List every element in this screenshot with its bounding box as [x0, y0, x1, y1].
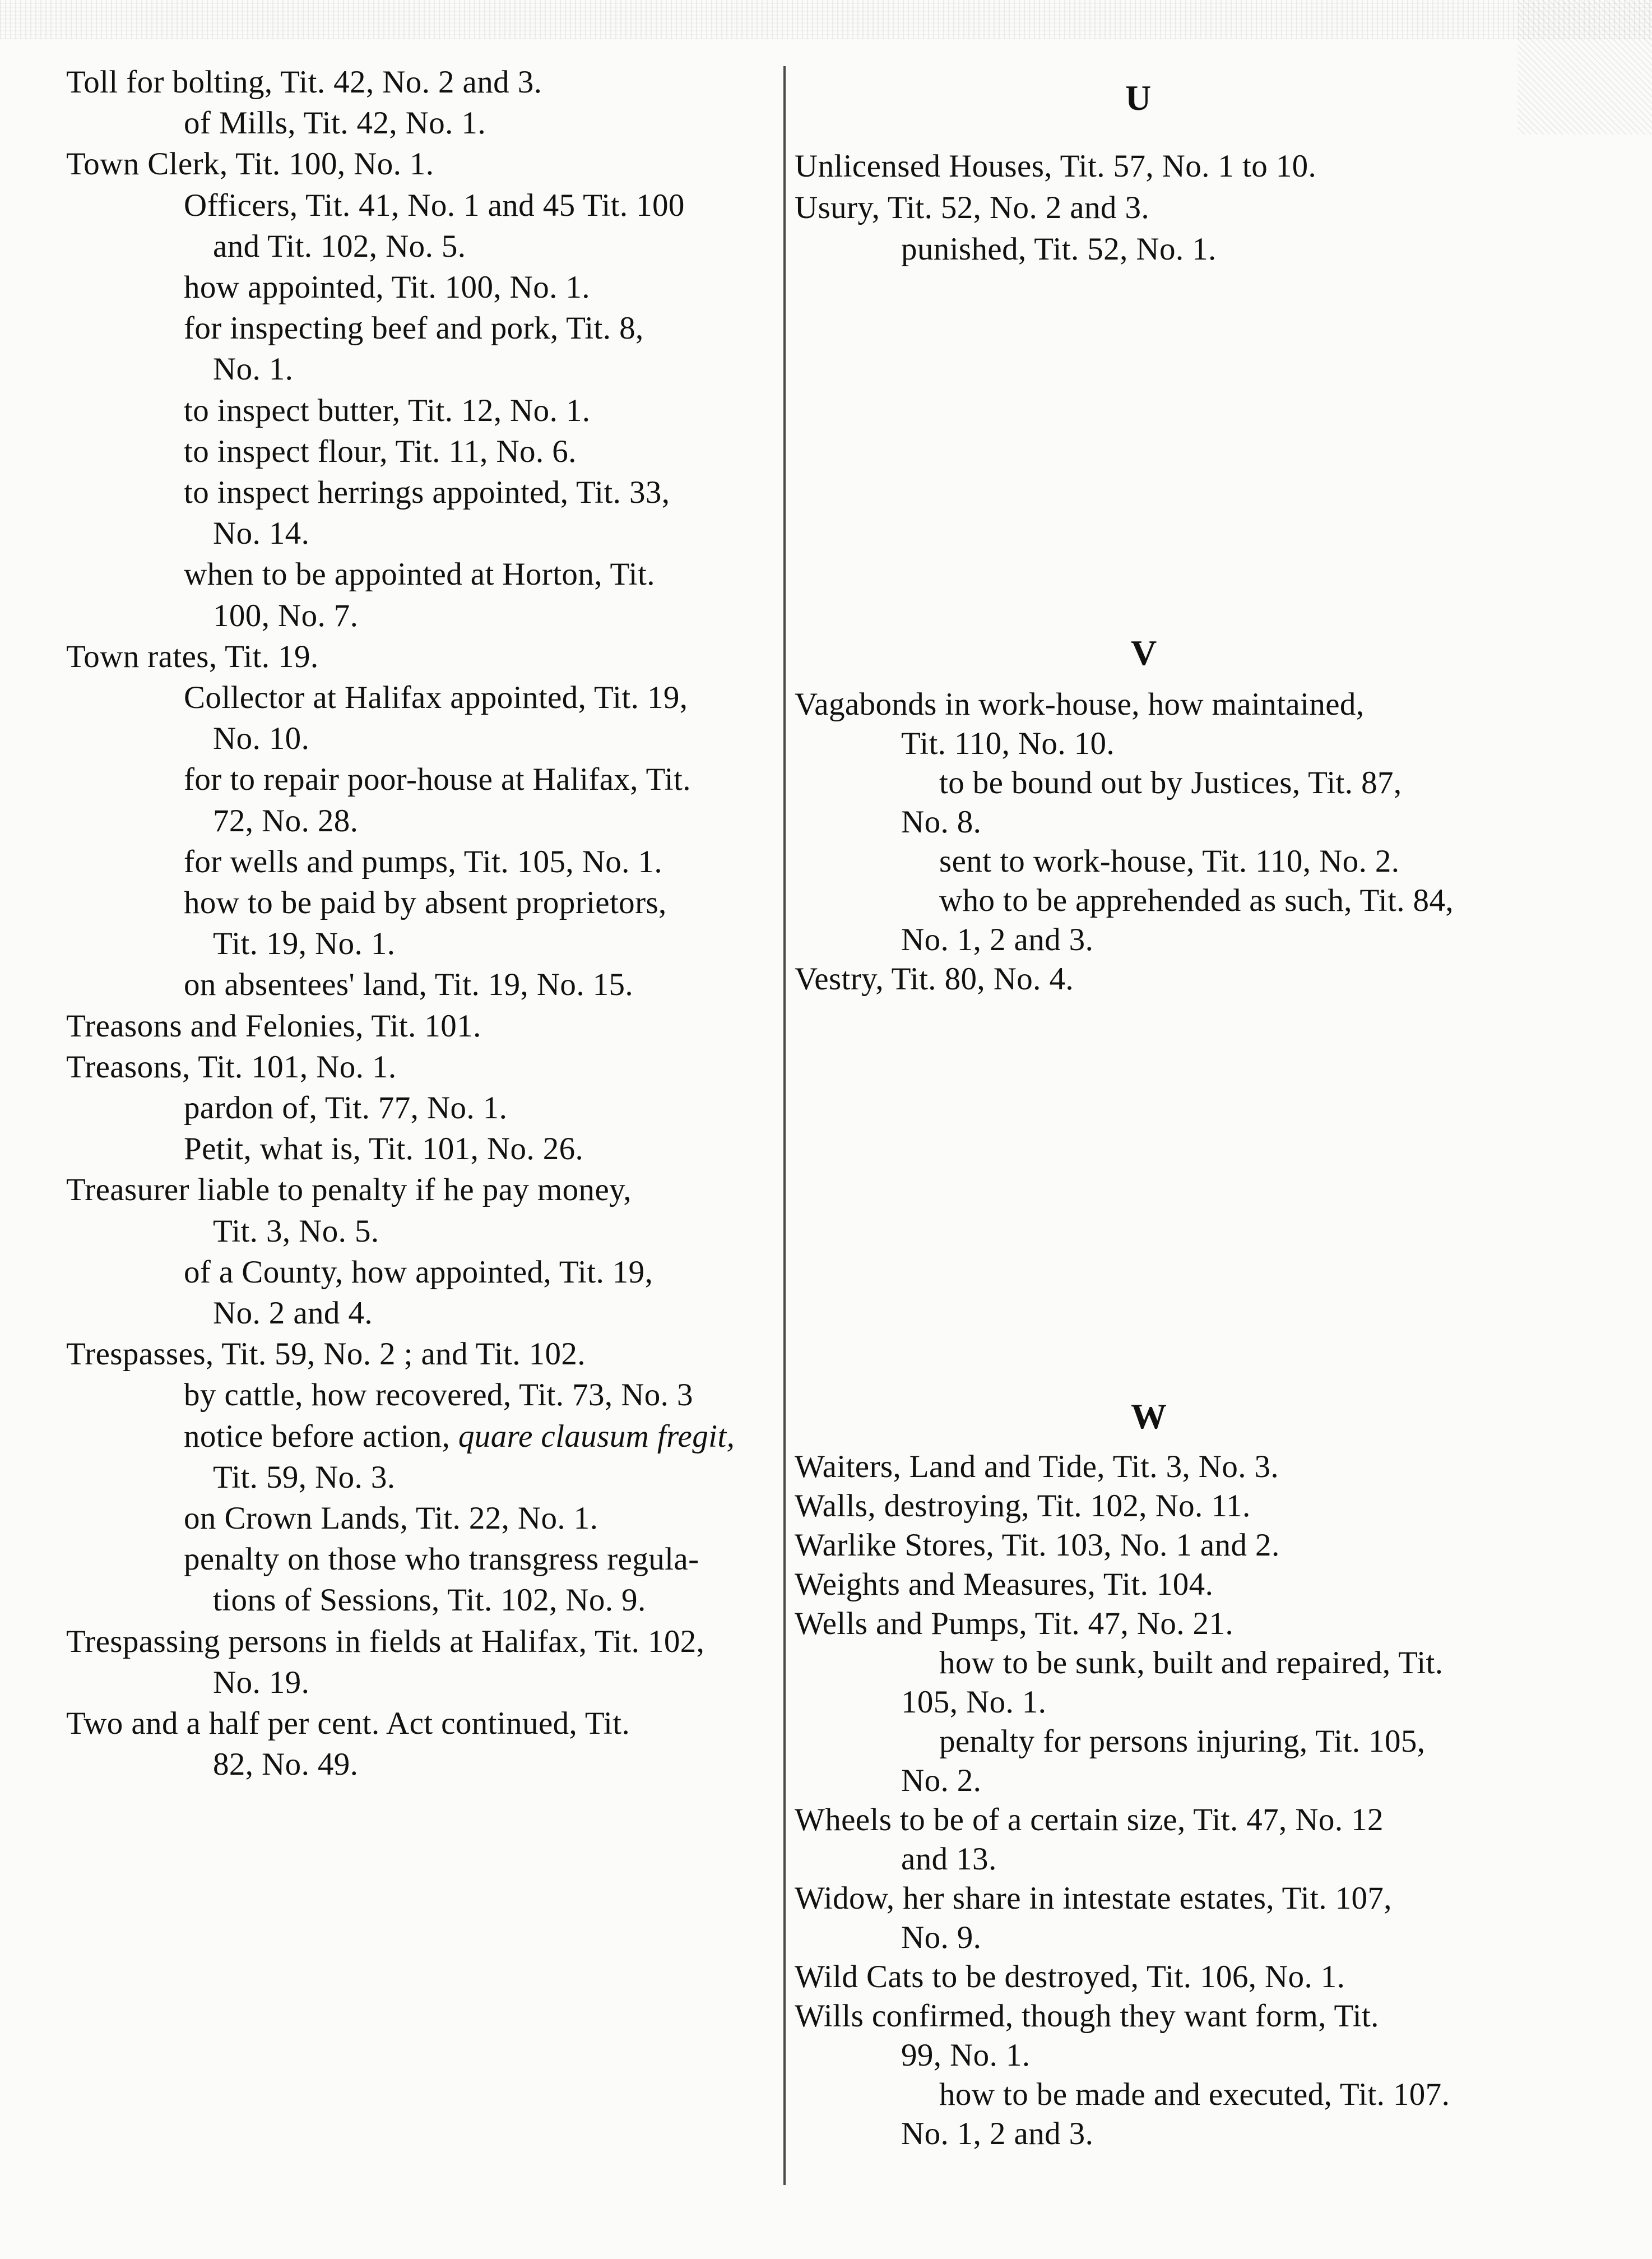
- index-entry: [213, 1662, 309, 1703]
- index-entry: [184, 1416, 735, 1457]
- index-entry: [901, 723, 1115, 765]
- index-entry-text: who to be apprehended as such, Tit. 84,: [939, 883, 1454, 918]
- index-entry: [795, 1799, 1384, 1841]
- index-entry: [184, 1087, 507, 1129]
- index-entry: [66, 1047, 397, 1088]
- index-entry: [66, 143, 434, 185]
- index-entry: [66, 62, 542, 103]
- index-entry-text: No. 14.: [213, 516, 310, 552]
- index-entry: [795, 187, 1149, 229]
- index-entry-text: Weights and Measures, Tit. 104.: [795, 1567, 1214, 1602]
- index-entry: [901, 1760, 981, 1802]
- index-entry: [213, 800, 358, 842]
- index-entry-text: No. 1, 2 and 3.: [901, 922, 1094, 957]
- index-entry-text: to inspect butter, Tit. 12, No. 1.: [184, 392, 591, 428]
- index-entry: [901, 919, 1093, 961]
- index-entry-text: Unlicensed Houses, Tit. 57, No. 1 to 10.: [795, 149, 1317, 184]
- index-entry: [184, 1128, 583, 1170]
- index-entry: [213, 226, 466, 267]
- index-entry-text: No. 8.: [901, 804, 982, 840]
- index-entry-text: Treasons, Tit. 101, No. 1.: [66, 1049, 397, 1085]
- index-entry: [901, 1682, 1046, 1723]
- index-entry-text: for wells and pumps, Tit. 105, No. 1.: [184, 844, 663, 879]
- index-entry-text: penalty for persons injuring, Tit. 105,: [939, 1724, 1426, 1759]
- index-entry-text: No. 10.: [213, 721, 310, 757]
- index-entry: [184, 308, 644, 349]
- index-entry: [939, 1642, 1443, 1684]
- index-entry-text: on absentees' land, Tit. 19, No. 15.: [184, 967, 634, 1003]
- index-entry-text: how appointed, Tit. 100, No. 1.: [184, 270, 590, 305]
- index-entry-text: Officers, Tit. 41, No. 1 and 45 Tit. 100: [184, 187, 685, 223]
- index-entry-text: Town Clerk, Tit. 100, No. 1.: [66, 146, 434, 182]
- index-entry-text: Petit, what is, Tit. 101, No. 26.: [184, 1131, 584, 1167]
- index-entry: [184, 841, 662, 883]
- index-entry: [213, 513, 309, 554]
- index-entry-text: Usury, Tit. 52, No. 2 and 3.: [795, 190, 1149, 225]
- index-entry: [939, 762, 1402, 804]
- index-entry-text: and 13.: [901, 1841, 997, 1877]
- index-entry: [66, 1621, 704, 1663]
- index-entry: [66, 1006, 481, 1047]
- index-entry-text: Toll for bolting, Tit. 42, No. 2 and 3.: [66, 64, 542, 100]
- index-entry: [795, 1446, 1279, 1488]
- index-entry-text: of a County, how appointed, Tit. 19,: [184, 1254, 653, 1290]
- index-entry-text: 100, No. 7.: [213, 598, 359, 633]
- index-entry-text: how to be sunk, built and repaired, Tit.: [939, 1645, 1444, 1681]
- index-entry: [66, 1169, 632, 1211]
- index-entry-text: 82, No. 49.: [213, 1747, 359, 1783]
- scan-noise-corner: [1518, 0, 1652, 135]
- index-entry-text: how to be paid by absent proprietors,: [184, 885, 667, 920]
- index-entry: [213, 595, 358, 637]
- index-entry-text: Treasurer liable to penalty if he pay money,: [66, 1172, 632, 1208]
- index-entry: [939, 880, 1454, 922]
- index-entry-text: how to be made and executed, Tit. 107.: [939, 2077, 1450, 2112]
- index-entry-text: pardon of, Tit. 77, No. 1.: [184, 1090, 508, 1126]
- index-entry: [213, 1580, 646, 1621]
- index-entry-text: 72, No. 28.: [213, 803, 359, 839]
- index-entry: [66, 1334, 586, 1375]
- section-heading-u: U: [1125, 78, 1153, 118]
- column-divider: [783, 66, 786, 2185]
- index-entry-text: Town rates, Tit. 19.: [66, 638, 319, 674]
- index-entry-text: to inspect flour, Tit. 11, No. 6.: [184, 433, 577, 469]
- index-entry-text: for inspecting beef and pork, Tit. 8,: [184, 311, 644, 346]
- index-entry: [184, 964, 633, 1006]
- index-entry: [213, 1744, 358, 1785]
- index-entry: [795, 1485, 1251, 1527]
- index-entry-text: Tit. 19, No. 1.: [213, 926, 396, 962]
- index-entry-text: Walls, destroying, Tit. 102, No. 11.: [795, 1488, 1251, 1524]
- index-entry-text: Wild Cats to be destroyed, Tit. 106, No. 1.: [795, 1959, 1345, 1994]
- index-entry: [939, 841, 1399, 882]
- index-entry: [795, 684, 1364, 725]
- index-entry-text: of Mills, Tit. 42, No. 1.: [184, 105, 486, 141]
- index-entry-text: Waiters, Land and Tide, Tit. 3, No. 3.: [795, 1449, 1279, 1484]
- index-entry: [795, 146, 1316, 187]
- index-entry: [184, 185, 685, 226]
- index-entry-text: for to repair poor-house at Halifax, Tit.: [184, 762, 691, 798]
- index-entry-text: Trespassing persons in fields at Halifax, Tit. 102,: [66, 1623, 705, 1659]
- index-entry-text: to inspect herrings appointed, Tit. 33,: [184, 475, 670, 510]
- index-entry: [795, 1878, 1392, 1919]
- index-entry-text: tions of Sessions, Tit. 102, No. 9.: [213, 1582, 646, 1618]
- index-entry-text: Vestry, Tit. 80, No. 4.: [795, 961, 1074, 997]
- index-entry: [184, 882, 667, 924]
- index-entry-text: punished, Tit. 52, No. 1.: [901, 232, 1217, 267]
- index-entry: [66, 636, 319, 678]
- index-entry-text: 99, No. 1.: [901, 2038, 1031, 2073]
- index-entry: [184, 472, 670, 513]
- index-entry: [901, 2113, 1093, 2155]
- index-entry: [795, 1564, 1213, 1605]
- index-entry-text: Two and a half per cent. Act continued, Tit.: [66, 1706, 630, 1741]
- index-entry: [184, 759, 691, 800]
- index-entry: [795, 959, 1074, 1000]
- index-entry-text: Tit. 59, No. 3.: [213, 1459, 396, 1495]
- index-entry: [184, 103, 486, 144]
- index-entry: [795, 1525, 1280, 1566]
- index-entry-text: 105, No. 1.: [901, 1684, 1047, 1720]
- index-entry-text: No. 2 and 4.: [213, 1295, 373, 1331]
- index-entry: [213, 1293, 373, 1334]
- index-entry-text: Wells and Pumps, Tit. 47, No. 21.: [795, 1606, 1233, 1641]
- index-entry: [66, 1703, 630, 1744]
- index-entry: [901, 1917, 981, 1959]
- index-entry: [795, 1996, 1379, 2037]
- scan-noise-top: [0, 0, 1652, 39]
- index-entry-text: Wills confirmed, though they want form, Tit.: [795, 1998, 1379, 2034]
- index-entry: [184, 677, 688, 719]
- index-entry-text: sent to work-house, Tit. 110, No. 2.: [939, 844, 1400, 879]
- index-entry-text: on Crown Lands, Tit. 22, No. 1.: [184, 1501, 598, 1536]
- index-entry: [184, 431, 577, 473]
- index-entry: [939, 2074, 1450, 2116]
- index-entry: [184, 1374, 693, 1416]
- index-entry: [901, 2035, 1030, 2076]
- index-entry: [213, 923, 395, 965]
- index-entry-text: No. 1.: [213, 351, 294, 387]
- index-entry: [184, 554, 655, 595]
- index-entry: [184, 267, 590, 308]
- index-entry: [213, 718, 309, 760]
- index-entry: [901, 229, 1217, 270]
- index-entry-text: when to be appointed at Horton, Tit.: [184, 557, 655, 592]
- index-entry-text: and Tit. 102, No. 5.: [213, 228, 466, 264]
- index-entry: [795, 1603, 1233, 1645]
- index-entry: [939, 1721, 1425, 1762]
- section-heading-w: W: [1131, 1396, 1168, 1436]
- index-entry-text: No. 2.: [901, 1763, 982, 1798]
- index-entry-text: Tit. 3, No. 5.: [213, 1213, 379, 1249]
- index-entry-text: Warlike Stores, Tit. 103, No. 1 and 2.: [795, 1527, 1280, 1563]
- index-entry-text: No. 9.: [901, 1920, 982, 1955]
- index-entry: [213, 349, 293, 390]
- index-entry-text: penalty on those who transgress regula-: [184, 1542, 699, 1577]
- index-entry-text: Trespasses, Tit. 59, No. 2 ; and Tit. 102.: [66, 1336, 586, 1372]
- index-entry: [213, 1457, 395, 1498]
- index-entry: [184, 1498, 598, 1539]
- index-entry: [213, 1211, 379, 1252]
- index-entry-latin: quare clausum fregit,: [458, 1418, 735, 1454]
- index-entry-text: Collector at Halifax appointed, Tit. 19,: [184, 680, 688, 715]
- index-entry: [901, 1839, 997, 1880]
- section-heading-v: V: [1131, 633, 1158, 673]
- index-entry-text: Treasons and Felonies, Tit. 101.: [66, 1008, 481, 1044]
- index-entry-text: Vagabonds in work-house, how maintained,: [795, 687, 1365, 722]
- index-entry: [184, 390, 590, 432]
- index-entry-text: No. 19.: [213, 1664, 310, 1700]
- index-entry-text: notice before action,: [184, 1418, 458, 1454]
- index-entry: [795, 1956, 1345, 1998]
- index-entry-text: Widow, her share in intestate estates, Tit. 107,: [795, 1881, 1392, 1916]
- index-entry-text: Tit. 110, No. 10.: [901, 726, 1115, 761]
- index-entry-text: Wheels to be of a certain size, Tit. 47, No. 12: [795, 1802, 1384, 1837]
- index-entry-text: No. 1, 2 and 3.: [901, 2116, 1094, 2151]
- index-entry: [184, 1252, 653, 1293]
- index-entry-text: by cattle, how recovered, Tit. 73, No. 3: [184, 1377, 693, 1413]
- index-entry: [901, 802, 981, 843]
- index-entry-text: to be bound out by Justices, Tit. 87,: [939, 765, 1402, 800]
- index-entry: [184, 1539, 699, 1580]
